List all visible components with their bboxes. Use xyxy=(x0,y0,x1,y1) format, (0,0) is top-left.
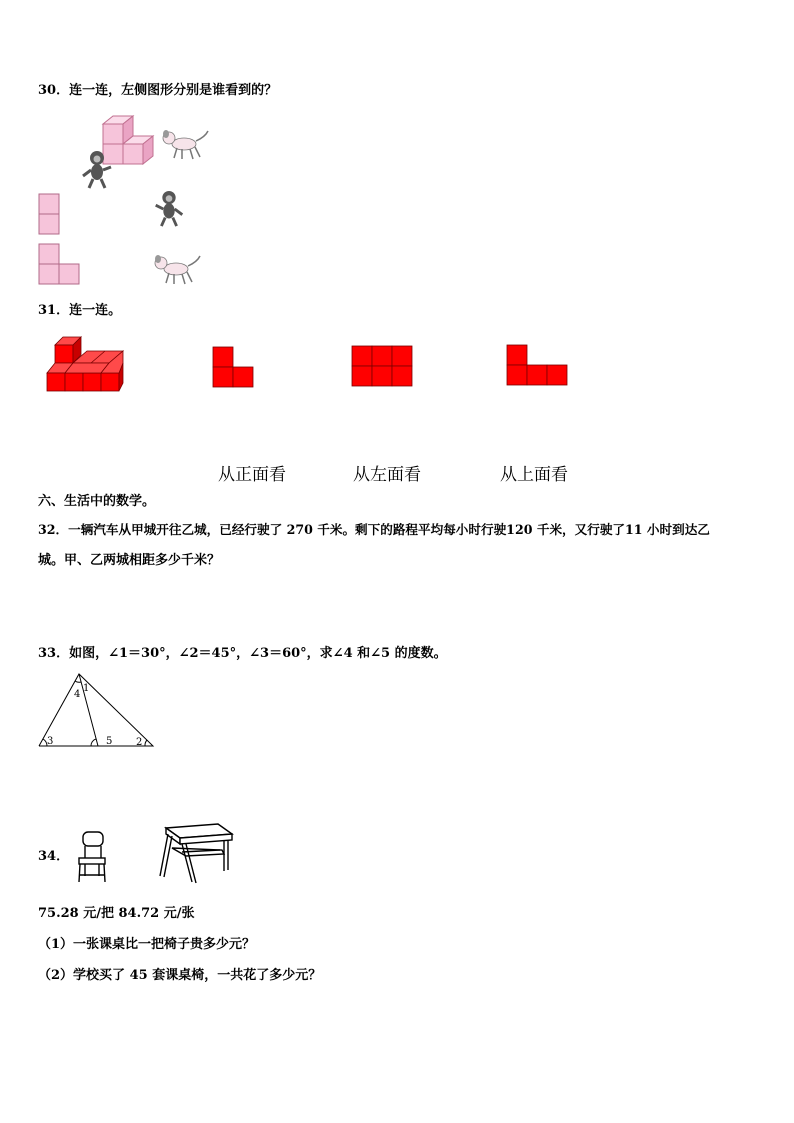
chair-icon xyxy=(75,830,109,884)
q32-line2: 城。甲、乙两城相距多少千米？ xyxy=(38,553,221,568)
q32-line1: 32．一辆汽车从甲城开往乙城，已经行驶了 270 千米。剩下的路程平均每小时行驶120 千米，又行驶了11 小时到达乙 xyxy=(38,522,710,537)
dog-icon xyxy=(160,127,210,161)
view-label-top: 从上面看 xyxy=(500,465,568,485)
angle-label-4: 4 xyxy=(74,689,81,700)
q31-text: 31．连一连。 xyxy=(38,303,122,318)
monkey-icon xyxy=(152,190,186,228)
view-label-left: 从左面看 xyxy=(353,465,421,485)
q33-text: 33．如图，∠1＝30°，∠2＝45°，∠3＝60°，求∠4 和∠5 的度数。 xyxy=(38,646,447,661)
q31-red-solid xyxy=(45,333,127,395)
dog-icon xyxy=(152,252,202,286)
q30-text: 30．连一连，左侧图形分别是谁看到的？ xyxy=(38,83,278,98)
section-title: 六、生活中的数学。 xyxy=(38,494,156,509)
monkey-icon xyxy=(80,150,114,190)
desk-icon xyxy=(156,822,236,884)
angle-label-1: 1 xyxy=(83,683,90,694)
q30-view-a xyxy=(38,193,62,237)
angle-label-3: 3 xyxy=(47,736,54,747)
q31-view-step xyxy=(506,344,570,386)
q30-view-b xyxy=(38,243,84,287)
q31-view-grid xyxy=(351,345,413,387)
view-label-front: 从正面看 xyxy=(218,465,286,485)
q33-triangle-diagram xyxy=(36,670,160,750)
q34-prices: 75.28 元/把 84.72 元/张 xyxy=(38,906,195,921)
angle-label-2: 2 xyxy=(136,737,143,748)
q34-sub1: （1）一张课桌比一把椅子贵多少元？ xyxy=(38,937,256,952)
q31-view-l-shape xyxy=(212,346,256,388)
q34-sub2: （2）学校买了 45 套课桌椅，一共花了多少元？ xyxy=(38,968,322,983)
angle-label-5: 5 xyxy=(106,736,113,747)
q34-number: 34． xyxy=(38,849,70,864)
